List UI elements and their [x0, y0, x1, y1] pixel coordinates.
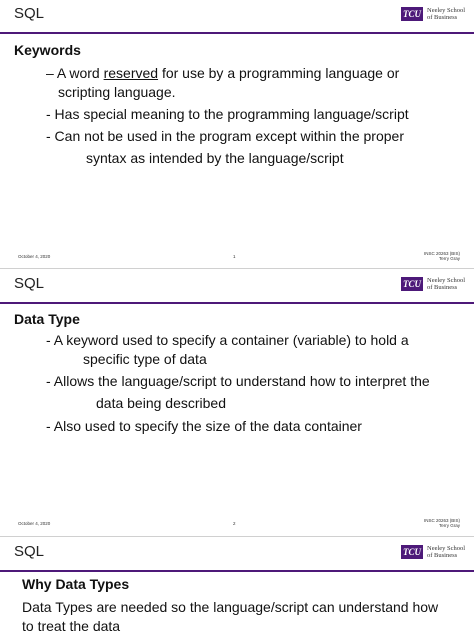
- bullet-1-cont: scripting language.: [58, 84, 176, 100]
- logo-line-2: of Business: [427, 284, 458, 291]
- footer-course: [420, 251, 460, 261]
- logo-badge: TCU: [403, 9, 421, 19]
- bullet-2-cont: data being described: [96, 395, 226, 411]
- header-title: SQL: [14, 543, 45, 560]
- bullet-3: - Can not be used in the program except within the proper: [46, 128, 404, 144]
- slide-1: [0, 0, 474, 268]
- slide-heading: Data Type: [14, 311, 80, 327]
- bullet-1: - A keyword used to specify a container (variable) to hold a: [46, 332, 409, 348]
- logo-badge: TCU: [403, 279, 421, 289]
- logo-badge: TCU: [403, 547, 421, 557]
- bullet-1: [46, 65, 399, 82]
- footer-date: October 4, 2020: [18, 254, 51, 259]
- tcu-logo: [401, 7, 465, 21]
- tcu-logo: [401, 545, 465, 559]
- slide-heading: Why Data Types: [22, 576, 130, 592]
- header-rule: [0, 570, 474, 572]
- slide-header: [0, 0, 474, 32]
- logo-line-1: Neeley School: [427, 7, 466, 14]
- header-title: SQL: [14, 5, 45, 22]
- footer-course-code: INSC 20263 (BIS): [423, 518, 460, 523]
- bullet-1-post: for use by a programming language or: [158, 65, 400, 81]
- bullet-1-pre: – A word: [46, 65, 104, 81]
- logo-line-1: Neeley School: [427, 277, 466, 284]
- bullet-1-underlined: reserved: [103, 65, 159, 81]
- logo-text: [427, 277, 465, 291]
- slide-header: [0, 538, 474, 570]
- footer-date: October 4, 2020: [18, 521, 51, 526]
- slide-3: [0, 538, 474, 632]
- slide-heading: Keywords: [14, 42, 81, 58]
- bullet-1-cont: specific type of data: [83, 351, 207, 367]
- bullet-3: - Also used to specify the size of the data container: [46, 418, 362, 434]
- bullet-3-cont: syntax as intended by the language/script: [86, 150, 344, 166]
- logo-line-2: of Business: [427, 552, 458, 559]
- header-title: SQL: [14, 275, 45, 292]
- tcu-logo: [401, 277, 465, 291]
- footer-course-code: INSC 20263 (BIS): [423, 251, 460, 256]
- bullet-2: - Has special meaning to the programming language/script: [46, 106, 409, 122]
- logo-text: [427, 545, 465, 559]
- footer-course: [420, 518, 460, 528]
- logo-line-2: of Business: [427, 14, 458, 21]
- footer-page-number: 1: [233, 254, 236, 259]
- footer-author: Terry Gray: [438, 523, 460, 528]
- body-line-2: to treat the data: [22, 618, 121, 634]
- slide-2: [0, 270, 474, 536]
- slide-header: [0, 270, 474, 302]
- logo-line-1: Neeley School: [427, 545, 466, 552]
- slide-separator: [0, 536, 474, 537]
- footer-author: Terry Gray: [438, 256, 460, 261]
- slide-separator: [0, 268, 474, 269]
- footer-page-number: 2: [233, 521, 236, 526]
- logo-text: [427, 7, 465, 21]
- body-line-1: Data Types are needed so the language/script can understand how: [22, 599, 439, 615]
- header-rule: [0, 32, 474, 34]
- bullet-2: - Allows the language/script to understand how to interpret the: [46, 373, 430, 389]
- header-rule: [0, 302, 474, 304]
